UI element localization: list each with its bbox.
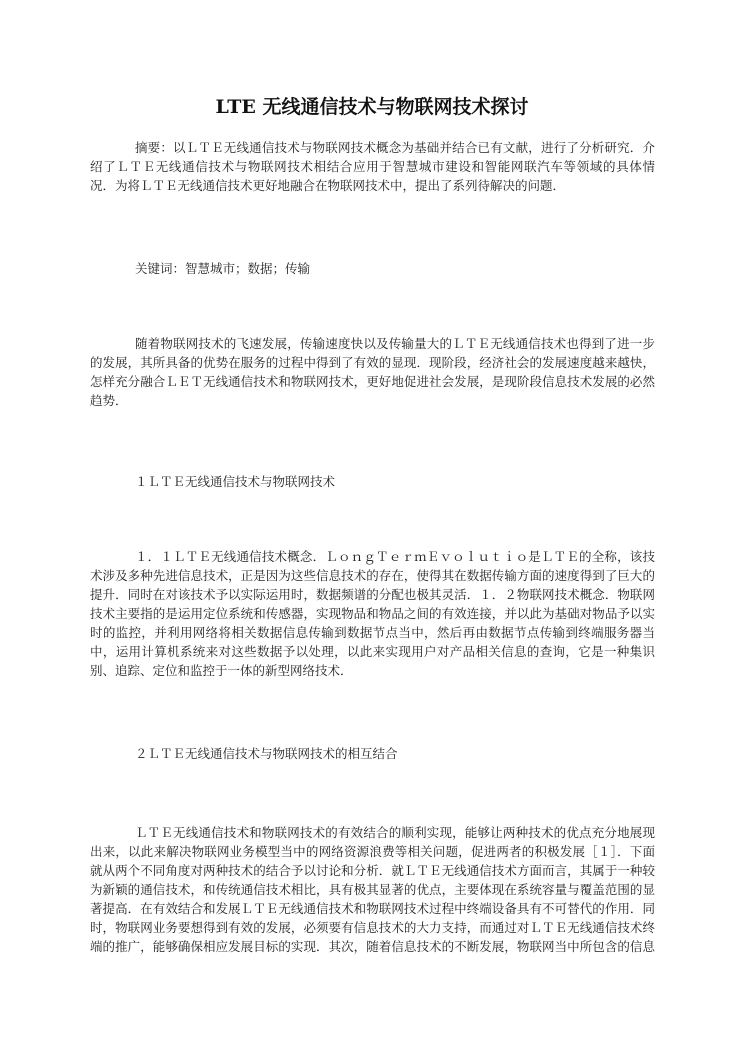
text-line: 怎样充分融合ＬＥＴ无线通信技术和物联网技术，更好地促进社会发展，是现阶段信息技术发展的必然 — [90, 374, 655, 389]
keywords: 关键词：智慧城市；数据；传输 — [135, 261, 311, 276]
text-line: 提升．同时在对该技术予以实际运用时，数据频谱的分配也极其灵活．１．２物联网技术概念．物联网 — [90, 587, 655, 602]
section-1-heading: １ＬＴＥ无线通信技术与物联网技术 — [135, 474, 336, 489]
intro-paragraph — [90, 334, 655, 410]
text-line: １．１ＬＴＥ无线通信技术概念．ＬｏｎｇＴｅｒｍＥｖｏｌｕｔｉｏ是ＬＴＥ的全称，该技 — [135, 549, 655, 564]
text-line: ＬＴＥ无线通信技术和物联网技术的有效结合的顺利实现，能够让两种技术的优点充分地展现 — [135, 825, 655, 840]
section-1-paragraph — [90, 547, 655, 680]
section-2-paragraph — [90, 823, 655, 956]
text-line: 随着物联网技术的飞速发展，传输速度快以及传输量大的ＬＴＥ无线通信技术也得到了进一步 — [135, 336, 655, 351]
text-line: 著提高．在有效结合和发展ＬＴＥ无线通信技术和物联网技术过程中终端设备具有不可替代的作用．同 — [90, 901, 655, 916]
text-line: 趋势． — [90, 393, 128, 408]
text-line: 为新颖的通信技术，和传统通信技术相比，具有极其显著的优点，主要体现在系统容量与覆盖范围的显 — [90, 882, 655, 897]
text-line: 端的推广，能够确保相应发展目标的实现．其次，随着信息技术的不断发展，物联网当中所包含的信息 — [90, 939, 655, 954]
text-line: 况．为将ＬＴＥ无线通信技术更好地融合在物联网技术中，提出了系列待解决的问题． — [90, 178, 566, 193]
document-title: LTE 无线通信技术与物联网技术探讨 — [215, 96, 529, 118]
text-line: 技术主要指的是运用定位系统和传感器，实现物品和物品之间的有效连接，并以此为基础对物品予以实 — [90, 606, 655, 621]
text-line: 时的监控，并利用网络将相关数据信息传输到数据节点当中，然后再由数据节点传输到终端服务器当 — [90, 625, 655, 640]
text-line: 中，运用计算机系统来对这些数据予以处理，以此来实现用户对产品相关信息的查询，它是一种集识 — [90, 644, 655, 659]
section-2-heading: ２ＬＴＥ无线通信技术与物联网技术的相互结合 — [135, 746, 398, 761]
abstract-paragraph — [90, 138, 655, 195]
text-line: 绍了ＬＴＥ无线通信技术与物联网技术相结合应用于智慧城市建设和智能网联汽车等领域的具体情 — [90, 159, 655, 174]
text-line: 就从两个不同角度对两种技术的结合予以讨论和分析．就ＬＴＥ无线通信技术方面而言，其属于一种较 — [90, 863, 655, 878]
text-line: 出来，以此来解决物联网业务模型当中的网络资源浪费等相关问题，促进两者的积极发展［１］．下面 — [90, 844, 655, 859]
text-line: 的发展，其所具备的优势在服务的过程中得到了有效的显现．现阶段，经济社会的发展速度越来越快， — [90, 355, 655, 370]
text-line: 术涉及多种先进信息技术，正是因为这些信息技术的存在，使得其在数据传输方面的速度得到了巨大的 — [90, 568, 655, 583]
text-line: 别、追踪、定位和监控于一体的新型网络技术． — [90, 663, 353, 678]
text-line: 时，物联网业务要想得到有效的发展，必须要有信息技术的大力支持，而通过对ＬＴＥ无线通信技术终 — [90, 920, 655, 935]
text-line: 摘要：以ＬＴＥ无线通信技术与物联网技术概念为基础并结合已有文献，进行了分析研究．介 — [135, 140, 655, 155]
